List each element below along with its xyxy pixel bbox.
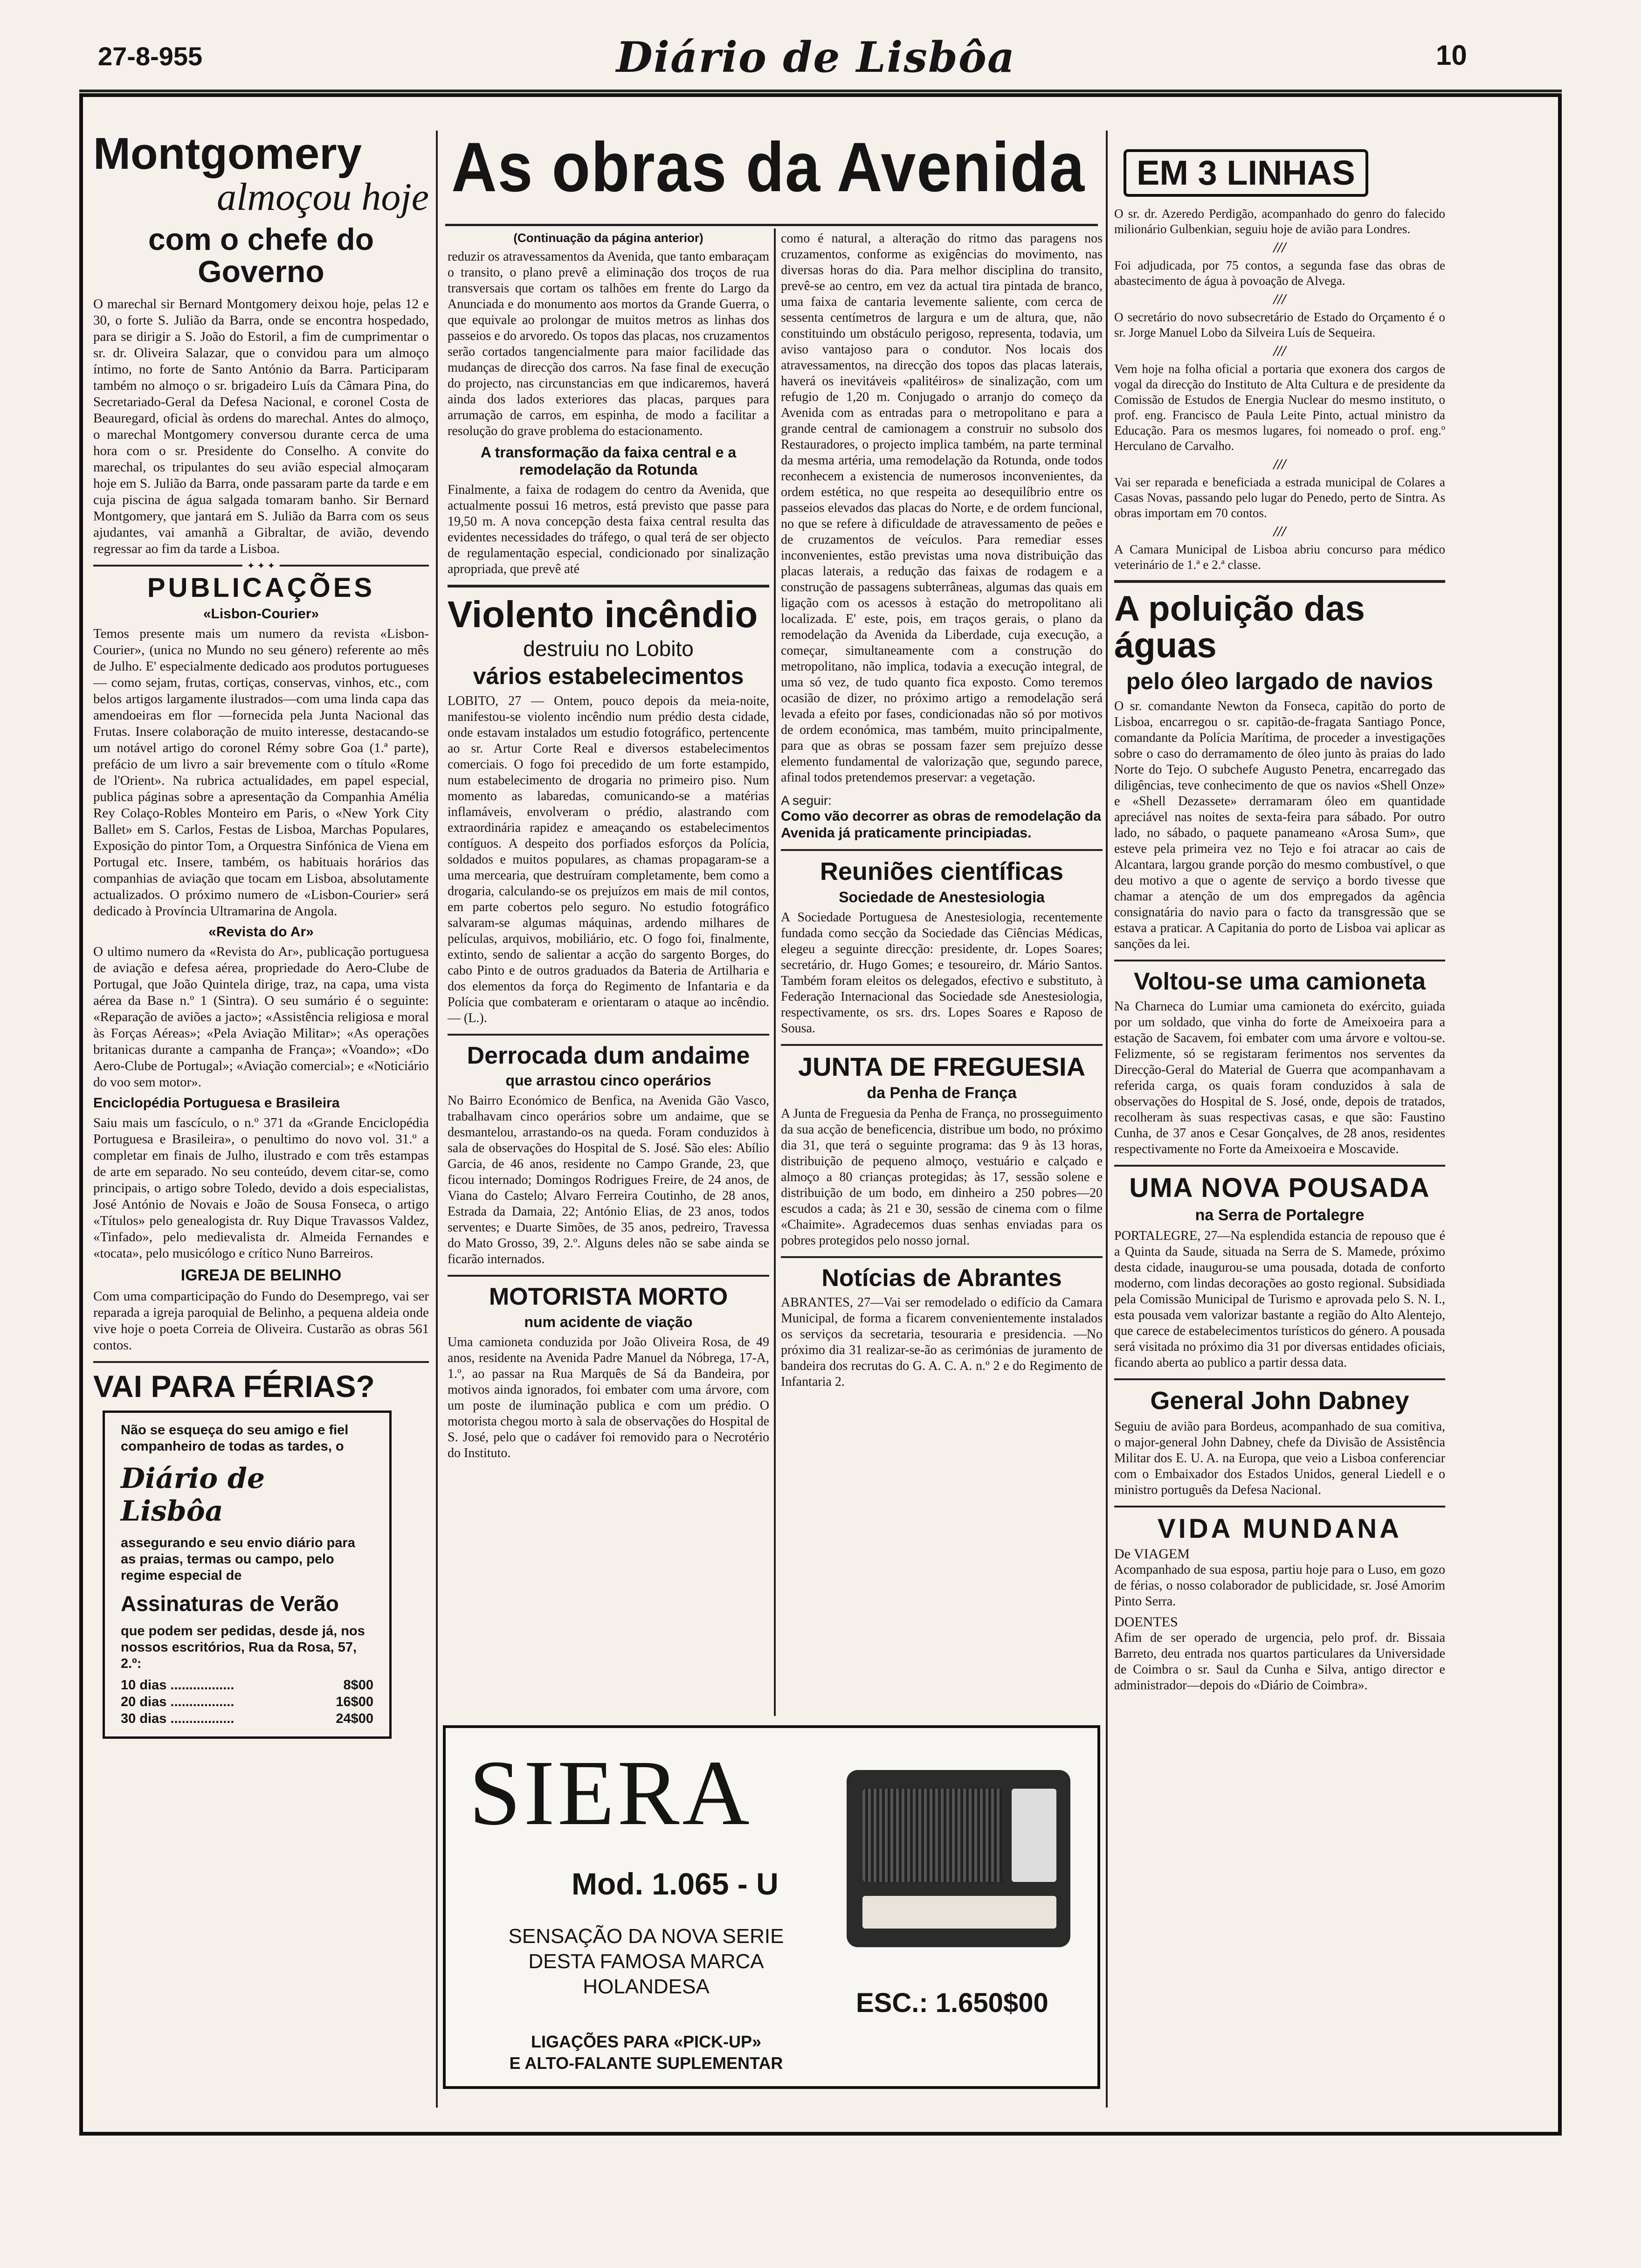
column-4 [1114,131,1445,2112]
abrantes-body: ABRANTES, 27—Vai ser remodelado o edifício da Camara Municipal, de forma a ficarem convenientemente instalados os serviços da secretaria, tesouraria e presidencia. —No próximo dia 31 realizar-se-ão as cerimónias de juramento de bandeira dos recrutas do G. A. C. A. n.º 2 e do Regimento de Infantaria 2. [781,1295,1103,1390]
igreja-title: IGREJA DE BELINHO [180,1266,342,1285]
price-row [121,1677,373,1694]
brief-divider: /// [1273,455,1286,472]
brief-divider: /// [1273,342,1286,359]
brief-divider: /// [1273,522,1286,539]
vida-sub-1: De VIAGEM [1114,1546,1190,1562]
brief-divider: /// [1273,238,1286,256]
price-days: 20 dias ................. [121,1694,234,1709]
column-1 [93,131,429,2112]
junta-headline: JUNTA DE FREGUESIA [798,1051,1086,1081]
reunioes-sub: Sociedade de Anestesiologia [839,888,1045,906]
price-row [121,1710,373,1727]
ferias-title: VAI PARA FÉRIAS? [93,1369,375,1404]
incendio-sub-1: destruiu no Lobito [523,636,694,661]
junta-sub: da Penha de França [867,1084,1017,1102]
brief-divider: /// [1273,290,1286,307]
separator [1114,1506,1445,1507]
ferias-text-4: que podem ser pedidas, desde já, nos nossos escritórios, Rua da Rosa, 57, 2.º: [121,1623,365,1671]
lisbon-courier-sub: «Lisbon-Courier» [203,606,319,622]
separator [448,1034,769,1036]
brief-item: Vai ser reparada e beneficiada a estrada municipal de Colares a Casas Novas, passando pelo lugar do Penedo, perto de Sintra. As obras importam em 70 contos. [1114,475,1445,520]
reunioes-headline: Reuniões científicas [820,857,1064,885]
separator [93,1361,429,1363]
avenida-rule [445,224,1098,226]
derrocada-headline: Derrocada dum andaime [467,1042,750,1069]
ad-line-5: E ALTO-FALANTE SUPLEMENTAR [509,2054,783,2073]
ad-footer [464,2031,828,2074]
price-value: 16$00 [336,1694,373,1709]
ferias-text-2: assegurando e seu envio diário para as praias, termas ou campo, pelo regime especial de [121,1535,355,1583]
incendio-sub-2: vários estabelecimentos [473,663,744,689]
poluicao-headline: A poluição das águas [1114,588,1365,666]
brief-item: Vem hoje na folha oficial a portaria que exonera dos cargos de vogal da direcção do Instituto de Alta Cultura e de presidente da Comissão de Estudos de Energia Nuclear do mesmo instituto, o prof. eng. Francisco de Paula Leite Pinto, actual ministro da Educação. Para os mesmos lugares, foi nomeado o prof. eng.º Herculano de Carvalho. [1114,361,1445,453]
avenida-headline: As obras da Avenida [451,128,1085,206]
vida-body-2: Afim de ser operado de urgencia, pelo prof. dr. Bissaia Barreto, deu entrada nos quartos particulares da Universidade de Coimbra o sr. Saul da Cunha e Silva, antigo director e administrador—depois do «Diário de Coimbra». [1114,1630,1445,1693]
vida-mundana-headline: VIDA MUNDANA [1157,1513,1402,1544]
issue-date: 27-8-955 [98,41,203,71]
em-3-linhas-title: EM 3 LINHAS [1137,153,1355,192]
lisbon-courier-body: Temos presente mais um numero da revista «Lisbon-Courier», (unica no Mundo no seu género) referente ao mês de Julho. E' especialmente dedicado aos produtos portugueses — como sejam, frutas, cortiças, conservas, vinhos, etc., com belos artigos largamente ilustrados—com uma linda capa das amendoeiras em flor —fornecida pela Junta Nacional das Frutas. Insere colaboração de muito interesse, destacando-se um notável artigo do coronel Rémy sobre Goa (1.ª parte), prefácio de um livro a sair brevemente com o título «Rome de l'Orient». Na rubrica actualidades, em papel especial, publica páginas sobre a apresentação da Companhia Amélia Rey Colaço-Robles Monteiro em Paris, o «New York City Ballet» em S. Carlos, Festas de Lisboa, Marchas Populares, Exposição do pintor Tom, a Orquestra Sinfónica de Viena em Portugal etc. Insere, também, os habituais horários das companhias de aviação que tocam em Lisboa, absolutamente actualizados. O próximo numero de «Lisbon-Courier» será dedicado à Província Ultramarina de Angola. [93,626,429,919]
junta-body: A Junta de Freguesia da Penha de França, no prosseguimento da sua acção de beneficencia, distribue um bodo, no próximo dia 31, que terá o seguinte programa: das 9 às 13 horas, distribuição de pequeno almoço, vestuário e calçado e almoço a 80 crianças protegidas; às 17, sessão solene e distribuição de um bodo, em dinheiro a 250 pobres—20 escudos a cada; às 21 e 30, sessão de cinema com o filme «Chaimite». Agradecemos duas senhas enviadas para os pobres protegidos pelo nosso jornal. [781,1106,1103,1248]
avenida-body-1: reduzir os atravessamentos da Avenida, que tanto embaraçam o transito, o plano prevê a eliminação dos troços de rua transversais que cortam os talhões em frente do Largo da Anunciada e do monumento aos mortos da Grande Guerra, o que equivale ao prolongar de muitos metros as linhas dos passeios e do arvoredo. Os topos das placas, nos cruzamentos serão cortados tangencialmente para maior facilidade das mudanças de direcção dos carros. Na fase final de execução do projecto, nas circunstancias em que indicaremos, haverá ainda dos lados exteriores das placas, parques para arrumação de carros, em espinha, de modo a facilitar a resolução do grave problema do estacionamento. [448,249,769,438]
siera-advertisement [443,1725,1100,2089]
price-days: 10 dias ................. [121,1677,234,1693]
camioneta-headline: Voltou-se uma camioneta [1133,968,1426,995]
price-value: 24$00 [336,1711,373,1726]
em-3-linhas-box [1124,149,1368,197]
price-row [121,1694,373,1710]
incendio-body: LOBITO, 27 — Ontem, pouco depois da meia-noite, manifestou-se violento incêndio num prédio desta cidade, onde estavam instalados um estudio fotográfico, pertencente ao sr. Artur Corte Real e diversos estabelecimentos comerciais. O fogo foi precedido de um forte estampido, num estabelecimento de drogaria no primeiro piso. Num momento as labaredas, comunicando-se a matérias inflamáveis, envolveram o prédio, alastrando com extraordinária rapidez e ameaçando os estabelecimentos contíguos. A despeito dos porfiados esforços da Polícia, soldados e muitos populares, as chamas propagaram-se a uma mercearia, que destruíram completamente, bem como a drogaria, calculando-se os prejuízos em mais de mil contos, em parte cobertos pelo seguro. No estudio fotográfico salvaram-se algumas máquinas, ardendo milhares de películas, arquivos, mobiliário, etc. O fogo foi, finalmente, extinto, sendo de salientar a acção do sargento Borges, do cabo Pinto e de outros graduados da Bateria de Artilharia e dos elementos da força do Regimento de Infantaria e da Polícia que combateram e orientaram o ataque ao incêndio. — (L.). [448,693,769,1025]
montgomery-body: O marechal sir Bernard Montgomery deixou hoje, pelas 12 e 30, o forte S. Julião da Barra, onde se encontra hospedado, para se dirigir a S. João do Estoril, a fim de cumprimentar o sr. dr. Oliveira Salazar, que o convidou para um almoço íntimo, no forte de Santo António da Barra. Participaram também no almoço o sr. brigadeiro Luís da Câmara Pina, do Secretariado-Geral da Defesa Nacional, e coronel Costa de Beauregard, oficial às ordens do marechal. Antes do almoço, o marechal Montgomery conversou durante cerca de uma hora com o sr. Presidente do Conselho. A convite do marechal, os tripulantes do seu avião especial almoçaram hoje em S. Julião da Barra, onde passaram parte da tarde e em cuja piscina de água salgada tomaram banho. Sir Bernard Montgomery, que jantará em S. Julião da Barra com os seus ajudantes, vai amanhã a Gibraltar, de avião, devendo regressar ao fim da tarde a Lisboa. [93,297,429,557]
ad-line-1: SENSAÇÃO DA NOVA SERIE [508,1925,784,1948]
vida-body-1: Acompanhado de sua esposa, partiu hoje para o Luso, em gozo de férias, o nosso colaborador de publicidade, sr. José Amorim Pinto Serra. [1114,1562,1445,1609]
continuation-note: (Continuação da página anterior) [513,231,703,245]
page-number: 10 [1436,40,1467,71]
separator [448,1275,769,1277]
ferias-brand: Diário de Lisbôa [121,1462,265,1528]
next-article-title: Como vão decorrer as obras de remodelação da Avenida já praticamente principiadas. [781,809,1101,841]
separator [1114,1165,1445,1167]
enciclopedia-sub: Enciclopédia Portuguesa e Brasileira [93,1095,340,1111]
separator [1114,960,1445,961]
revista-do-ar-body: O ultimo numero da «Revista do Ar», publicação portuguesa de aviação e defesa aérea, propriedade do Aero-Clube de Portugal, que João Quintela dirige, traz, na capa, uma vista aérea da Base n.º 1 (Sintra). O seu sumário é o seguinte: «Reparação de aviões a jacto»; «Assistência religiosa e moral às Forças Aéreas»; «Pela Aviação Militar»; «As operações britanicas durante a campanha de França»; «Voando»; «Do Aero-Clube de Portugal»; «Aviação comercial»; e «Noticiário do voo sem motor». [93,944,429,1090]
motorista-body: Uma camioneta conduzida por João Oliveira Rosa, de 49 anos, residente na Avenida Padre Manuel da Nóbrega, 17-A, 1.º, ao passar na Rua Marquês de Sá da Bandeira, por motivos ainda ignorados, foi embater com uma árvore, com um poste de iluminação publica e com um prédio. O motorista chegou morto à sala de observações do Hospital de S. José, pelo que o cadáver foi removido para o Necrotério do Instituto. [448,1335,769,1460]
ad-model: Mod. 1.065 - U [572,1867,779,1901]
avenida-body-3: como é natural, a alteração do ritmo das paragens nos cruzamentos, conforme as exigências do movimento, nas diversas horas do dia. Para melhor disciplina do transito, prevê-se ao centro, em vez da actual tira pintada de branco, uma faixa de cantaria levemente saliente, com cerca de sessenta centímetros de largura e um de altura, que, não constituindo um obstáculo perigoso, representa, todavia, um aviso vantajoso para o condutor. Nos locais dos atravessamentos, na direcção dos topos das placas laterais, haverá os inevitáveis «palitéiros» de sinalização, com um refugio de 1,20 m. Conjugado o arranjo do começo da Avenida com as entradas para o metropolitano e para a grande central de camionagem a construir no subsolo dos Restauradores, o projecto implica também, na parte terminal da mesma artéria, uma remodelação da Rotunda, onde todos reconhecem a existencia de numerosos inconvenientes, da ordem estética, no que respeita ao desequilíbrio entre os passeios elevados das placas do Norte, e de ordem funcional, no que se refere à dificuldade de atravessamento de peões e de cruzamentos de veículos. Para remediar esses inconvenientes, estão previstas uma nova distribuição das placas laterais, a redução das faixas de rodagem e a construção de passagens subterrâneas, algumas das quais em ligação com os acessos à estação do metropolitano ali localizada. E' este, pois, em traços gerais, o plano da remodelação da Avenida da Liberdade, cuja execução, a começar, simultaneamente com a construção do metropolitano, não implica, todavia a execução integral, de uma só vez, de tudo quanto fica exposto. Como teremos ocasião de dizer, no próximo artigo a remodelação será levada a efeito por fases, condicionadas não só por motivos de ordem económica, mas também, muito principalmente, para que as obras se possam fazer sem prejuízo desse elemento fundamental de valorização que, segundo parece, afinal todos pretendemos preservar: a vegetação. [781,231,1103,785]
radio-dial [1012,1789,1056,1882]
incendio-headline: Violento incêndio [448,594,758,635]
vida-sub-2: DOENTES [1114,1614,1178,1630]
ad-text [464,1924,828,1999]
separator [781,1044,1103,1046]
column-rule-3 [1106,131,1108,2108]
abrantes-headline: Notícias de Abrantes [821,1265,1062,1292]
ad-line-4: LIGAÇÕES PARA «PICK-UP» [531,2032,762,2051]
montgomery-headline: Montgomery [93,131,362,179]
ferias-box [103,1411,392,1739]
motorista-sub: num acidente de viação [524,1313,693,1330]
pousada-body: PORTALEGRE, 27—Na esplendida estancia de repouso que é a Quinta da Saude, situada na Serra de S. Mamede, próximo desta cidade, inaugurou-se uma pousada, dotada de conforto moderno, com lindas decorações ao gosto regional. Subsidiada pela Comissão Municipal de Turismo e aprovada pelo S. N. I., esta pousada vem valorizar bastante a região do Alto Alentejo, que carece de estabelecimentos turísticos do género. A pousada será visitada no próximo dia 31 por diversas entidades oficiais, ficando aberta ao publico a partir dessa data. [1114,1229,1445,1370]
separator [781,1256,1103,1258]
brief-item: O secretário do novo subsecretário de Estado do Orçamento é o sr. Jorge Manuel Lobo da Silveira Luís de Sequeira. [1114,310,1445,339]
ad-price: ESC.: 1.650$00 [856,1988,1048,2018]
brief-item: Foi adjudicada, por 75 contos, a segunda fase das obras de abastecimento de água à povoação de Alvega. [1114,258,1445,288]
ferias-text-3: Assinaturas de Verão [121,1591,339,1616]
reunioes-body: A Sociedade Portuguesa de Anestesiologia, recentemente fundada como secção da Sociedade das Ciências Médicas, elegeu a seguinte direcção: presidente, dr. Lopes Soares; secretário, dr. Hugo Gomes; e tesoureiro, dr. Mário Santos. Também foram eleitos os delegados, efectivo e substituto, à Federação Internacional das Sociedade sde Anestesiologia, respectivamente, os srs. drs. Lopes Soares e Raposo de Sousa. [781,910,1103,1036]
next-article-label: A seguir: [781,793,832,808]
radio-button-strip [862,1896,1056,1929]
column-2 [448,231,769,1714]
montgomery-headline-3: com o chefe do Governo [148,221,374,289]
montgomery-headline-2: almoçou hoje [217,175,429,219]
column-rule-1 [436,131,438,2108]
separator [1114,1378,1445,1380]
enciclopedia-body: Saiu mais um fascículo, o n.º 371 da «Grande Enciclopédia Portuguesa e Brasileira», o penultimo do novo vol. 31.º a completar em finais de Julho, ilustrado e com três estampas de arte em separado. No seu conteúdo, devem citar-se, como principais, o artigo sobre Toledo, devido a dois especialistas, José António de Novais e João de Sousa Fonseca, o artigo «Títulos» pelo genealogista dr. Ruy Dique Travassos Valdez, «Tinfado», pelo medievalista dr. Almeida Fernandes e «tocata», pelo musicólogo e crítico Nuno Barreiros. [93,1115,429,1261]
masthead-rule [79,90,1562,92]
masthead [0,33,1641,93]
separator [781,849,1103,851]
brief-item: O sr. dr. Azeredo Perdigão, acompanhado do genro do falecido milionário Gulbenkian, seguiu hoje de avião para Londres. [1114,206,1445,236]
briefs-list [1114,206,1445,573]
dabney-headline: General John Dabney [1150,1387,1409,1415]
brief-item: A Camara Municipal de Lisboa abriu concurso para médico veterinário de 1.ª e 2.ª classe. [1114,542,1445,572]
derrocada-sub: que arrastou cinco operários [505,1072,711,1089]
separator [448,585,769,588]
price-value: 8$00 [343,1677,373,1693]
price-list [121,1677,373,1727]
ad-line-3: HOLANDESA [583,1975,710,1998]
dabney-body: Seguiu de avião para Bordeus, acompanhado de sua comitiva, o major-general John Dabney, chefe da Divisão de Assistência Militar dos E. U. A. na Europa, que veio a Lisboa conferenciar com o Embaixador dos Estados Unidos, general Liedell e o ministro português da Defesa Nacional. [1114,1419,1445,1497]
newspaper-title: Diário de Lisbôa [616,33,1016,82]
igreja-body: Com uma comparticipação do Fundo do Desemprego, vai ser reparada a igreja paroquial de Belinho, a pequena aldeia onde vive hoje o poeta Correia de Oliveira. Custarão as obras 561 contos. [93,1289,429,1353]
publicacoes-title: PUBLICAÇÕES [147,573,375,603]
column-rule-2 [774,228,776,1716]
radio-speaker-grille [862,1789,1002,1882]
avenida-body-2: Finalmente, a faixa de rodagem do centro da Avenida, que actualmente possui 16 metros, está previsto que passe para 19,50 m. A nova concepção desta faixa central resulta das evidentes necessidades do tráfego, o qual terá de ser objecto de regulamentação especial, condicionado por sinalização apropriada, que prevê até [448,483,769,576]
pousada-sub: na Serra de Portalegre [1195,1206,1365,1224]
radio-illustration [847,1770,1070,1947]
poluicao-sub: pelo óleo largado de navios [1126,668,1434,695]
ad-line-2: DESTA FAMOSA MARCA [528,1950,764,1973]
separator: ✦ ✦ ✦ [93,565,429,567]
poluicao-body: O sr. comandante Newton da Fonseca, capitão do porto de Lisboa, encarregou o sr. capitão-de-fragata Santiago Ponce, comandante da Polícia Marítima, de proceder a investigações sobre o caso do derramamento de óleo junto às praias do lado Norte do Tejo. O subchefe Augusto Penetra, encarregado das diligências, teve conhecimento de que os navios «Shell Onze» e «Shell Dezassete» derramaram óleo em quantidade apreciável nas noites de sexta-feira para sábado. Por outro lado, no sábado, o paquete panameano «Arosa Sum», que esteve pela primeira vez no Tejo e foi atracar ao cais de Alcantara, largou grande porção do mesmo combustível, o que deu motivo a que o agente de serviço a bordo tivesse que chamar a atenção de um dos empregados da agência consignatária do navio para o facto da transgressão que se estava a praticar. A Capitania do porto de Lisboa vai aplicar as sanções da lei. [1114,698,1445,951]
revista-do-ar-sub: «Revista do Ar» [208,924,314,940]
derrocada-body: No Bairro Económico de Benfica, na Avenida Gão Vasco, trabalhavam cinco operários sobre um andaime, que se desmantelou, arrastando-os na queda. Foram conduzidos à sala de observações do Hospital de S. José. São eles: Abílio Garcia, de 46 anos, residente no Campo Grande, 23, que ficou internado; Domingos Rodrigues Freire, de 24 anos, de Viana do Castelo; Alvaro Ferreira Coutinho, de 28 anos, Estrada da Damaia, 22; António Elias, de 23 anos, todos serventes; e Duarte Simões, de 35 anos, pedreiro, Travessa do Mato Grosso, 39, 2.º. Alguns deles não se sabe ainda se ficarão internados. [448,1093,769,1267]
price-days: 30 dias ................. [121,1711,234,1726]
camioneta-body: Na Charneca do Lumiar uma camioneta do exército, guiada por um soldado, que vinha do forte de Ameixoeira para a estação de Sacavem, foi embater com uma árvore e voltou-se. Felizmente, só se registaram ferimentos nos serventes da Direcção-Geral do Material de Guerra que acompanhavam a referida carga, os quais foram conduzidos à sala de observações do Hospital de S. José, onde, depois de tratados, recolheram às suas respectivas casas, e que são: Faustino Cunha, de 37 anos e Cesar Gonçalves, de 28 anos, residentes respectivamente no Forte da Ameixoeira e Moscavide. [1114,999,1445,1157]
ferias-text-1: Não se esqueça do seu amigo e fiel companheiro de todas as tardes, o [121,1422,349,1454]
pousada-headline: UMA NOVA POUSADA [1129,1173,1430,1203]
column-3 [781,231,1103,1714]
motorista-headline: MOTORISTA MORTO [489,1283,728,1311]
avenida-subhead: A transformação da faixa central e a remodelação da Rotunda [480,444,737,478]
separator [1114,580,1445,583]
ad-brand: SIERA [469,1742,752,1845]
avenida-header [445,128,1098,224]
